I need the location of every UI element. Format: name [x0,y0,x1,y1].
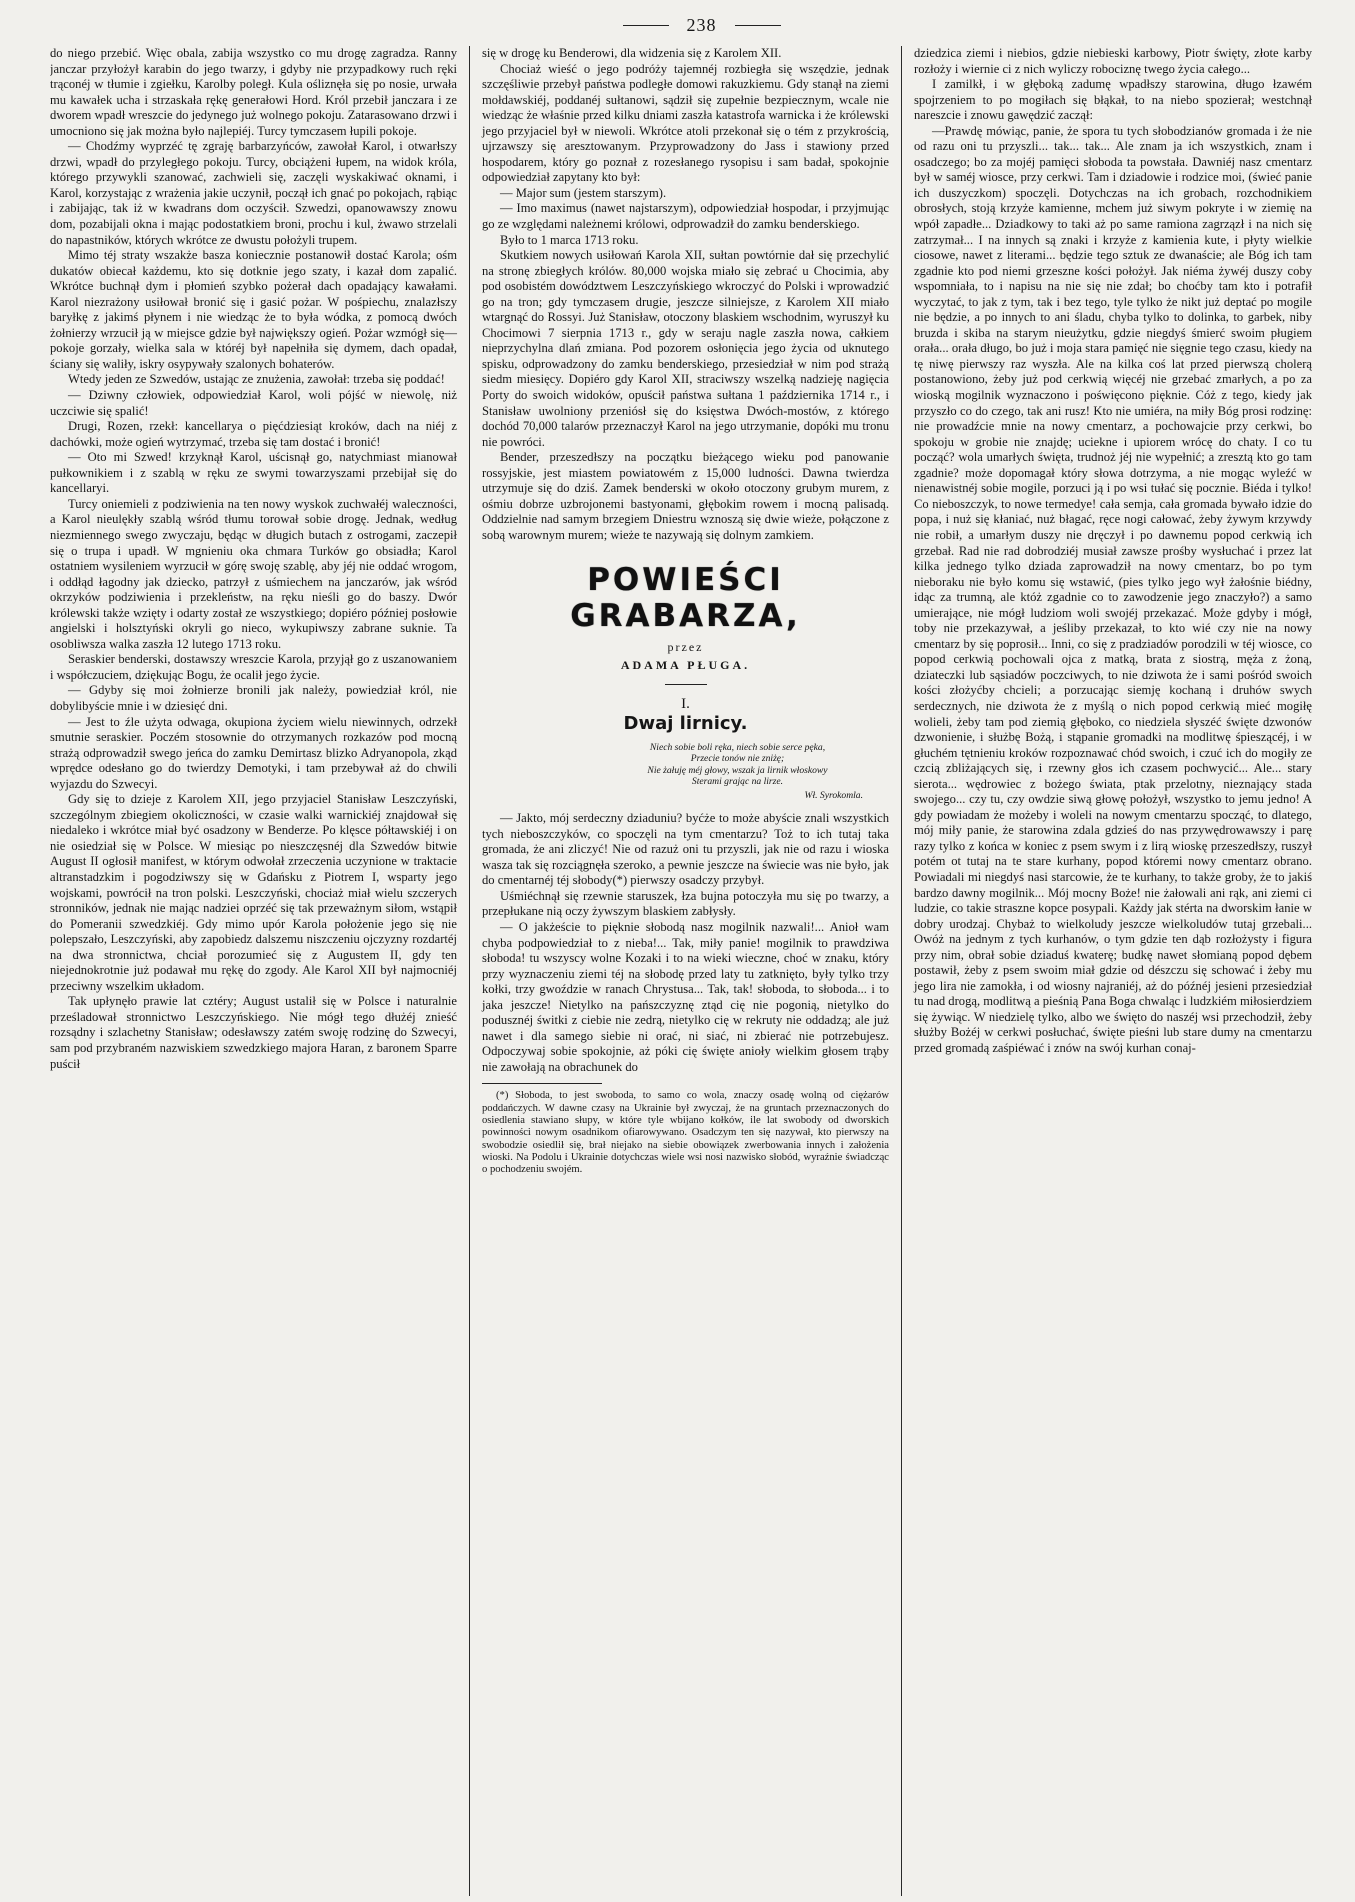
paragraph: Mimo téj straty wszakże basza koniecznie postanowił dostać Karola; ośm dukatów obiecał każdemu, kto się dotknie jego szaty, i kazał dom zapalić. Wkrótce buchnął dym i płomień szybko pożerał dach opadający kawałami. Karol niezrażony usiłował bronić się i gasić pożar. W pośpiechu, znalazłszy baryłkę z jakimś płynem i nie wiedząc że to była wódka, z pomocą dwóch żołnierzy wrzucił ją w miejsce gdzie był największy ogień. Pożar wzmógł się—pokoje gorzały, wielka sala w któréj był napełniła się dymem, dach opadał, ściany się waliły, iskry osypywały szalonych bohaterów. [50,248,457,371]
page-header [70,12,1333,38]
paragraph: Seraskier benderski, dostawszy wreszcie Karola, przyjął go z uszanowaniem i współczuciem, dziękując Bogu, że ocalił jego życie. [50,652,457,682]
paragraph: — Gdyby się moi żołnierze bronili jak należy, powiedział król, nie dobylibyście mnie i w dziesięć dni. [50,683,457,713]
paragraph: — Jest to źle użyta odwaga, okupiona życiem wielu niewinnych, odrzekł smutnie seraskier. Poczém stosownie do otrzymanych rozkazów pod mocną strażą odprowadził swego jeńca do zamku Demirtasz blizko Adryanopola, zkąd wprędce odesłano go do twierdzy Demotyki, i tam przebywał aż do chwili wyjazdu do Szwecyi. [50,714,457,791]
paragraph: Chociaż wieść o jego podróży tajemnéj rozbiegła się wszędzie, jednak szczęśliwie przebył państwa podległe domowi rakuzkiemu. Gdy stanął na ziemi mołdawskiéj, poddanéj sułtanowi, sądził się zupełnie bezpiecznym, wcale nie wiedząc że właśnie przed kilku dniami zaszła katastrofa warnicka i że królewski jego przyjaciel był w niewoli. Wkrótce atoli przekonał się o tém z przykrością, ujrzawszy się aresztowanym. Przyprowadzony do Jass i stawiony przed hospodarem, który go poznał z rozesłanego rysopisu i sam badał, spokojnie odpowiedział zapytany kto był: [482,61,889,185]
section-divider [665,684,707,685]
paragraph: się w drogę ku Benderowi, dla widzenia się z Karolem XII. [482,46,782,60]
paragraph: Drugi, Rozen, rzekł: kancellarya o pięćdziesiąt kroków, dach na niéj z dachówki, może ogień wytrzymać, trzeba się tam dostać i bronić! [50,419,457,449]
chapter-number: I. [681,695,690,712]
paragraph: — Major sum (jestem starszym). [500,185,667,200]
paragraph: — Oto mi Szwed! krzyknął Karol, uścisnął go, natychmiast mianował pułkownikiem i z szablą w ręku ze swymi towarzyszami przebijał się do kancellaryi. [50,450,457,496]
epigraph-author: Wł. Syrokomla. [804,789,863,801]
paragraph: Było to 1 marca 1713 roku. [500,232,639,247]
footnote-text: (*) Słoboda, to jest swoboda, to samo co wola, znaczy osadę wolną od ciężarów poddańczych. W dawne czasy na Ukrainie był zwyczaj, że na gruntach przeznaczonych do osiedlenia stawiano słupy, w które tyle wbijano kołków, ile lat swobody od dworskich powinności nowym osadnikom ofiarowywano. Osadczym ten się nazywał, kto pierwszy na swobodzie osiedlił się, brał niejako na siebie obowiązek zwerbowania innych i założenia wioski. Na Podolu i Ukrainie dotychczas wiele wsi nosi nazwisko słobód, wyraźnie świadcząc o pochodzeniu swojém. [482,1090,889,1176]
paragraph: — Jakto, mój serdeczny dziaduniu? byćże to może abyście znali wszystkich tych nieboszczyków, co spoczęli na tym cmentarzu? Toż to ich tutaj taka gromada, że ani zliczyć! Nie od razuż oni tu przyszli, jak nie od razu i wioska wasza tak się rozciągnęła szeroko, a pewnie jeszcze na świecie was nie było, jak do cmentarnéj téj słobody(*) pierwszy osadczy przybył. [482,811,889,888]
column-3 [902,46,1312,1896]
epigraph-line: Niech sobie boli ręka, niech sobie serce pęka, [649,741,826,753]
paragraph: — Dziwny człowiek, odpowiedział Karol, woli pójść w niewolę, niż uczciwie się spalić! [50,388,457,418]
epigraph-line: Sterami grając na lirze. [691,776,784,788]
text-columns [50,46,1333,1896]
paragraph: Tak upłynęło prawie lat cztéry; August ustalił się w Polsce i naturalnie prześladował stronnictwo Leszczyńskiego. Nie mógł tego dłużéj znieść rozsądny i szlachetny Stanisław; odesławszy zatém swoję rodzinę do Szwecyi, sam pod przybraném nazwiskiem szwedzkiego majora Haran, z baronem Sparre puścił [50,994,457,1071]
footnote-divider [482,1083,602,1084]
paragraph: Turcy oniemieli z podziwienia na ten nowy wyskok zuchwałéj waleczności, a Karol nieulękły szablą wśród tłumu torował sobie drogę. Jednak, według niezmiennego swego zwyczaju, będąc w długich butach z ostrogami, zaczepił się o trupa i upadł. W mgnieniu oka chmara Turków go obsiadła; Karol ostatniem wysileniem wyrzucił w górę swoję szablę, aby jéj nie oddać wrogom, i oddłąd łagodny jak dziecko, patrzył z uśmiechem na janczarów, jak wśród okrzyków podziwienia i przekleństw, na ręku nieśli go do baszy. Dwór królewski także wzięty i odarty został ze wszystkiego; dopiéro później posłowie angielski i holsztyński okryli go nieco, wykupiwszy zabrane suknie. Ta osobliwsza walka zaszła 12 lutego 1713 roku. [50,496,457,651]
epigraph-line: Nie żałuję méj głowy, wszak ja lirnik włoskowy [647,764,828,776]
paragraph: Gdy się to dzieje z Karolem XII, jego przyjaciel Stanisław Leszczyński, szczególnym zbiegiem okoliczności, w czasie walki warnickiéj znajdował się niedaleko i wkrótce miał być osadzony w Benderze. Po klęsce półtawskiéj i on nie osiedział się w Polsce. W miesiąc po nieszczęsnéj dla Szwedów bitwie August II ogłosił manifest, w którym odwołał zrzeczenia uczynione w traktacie altranstadzkim i pogodziwszy się w Gdańsku z Piotrem I, wsparty jego wojskami, powrócił na tron polski. Leszczyński, chociaż miał wielu szczerych stronników, jednak nie mając nadziei oprzéć się tak przeważnym siłom, wstąpił do Pomeranii szwedzkiéj. Gdy mimo upór Karola położenie jego się nie polepszało, Leszczyński, aby zapobiedz dalszemu niszczeniu ojczyzny rozdartéj na dwa stronnictwa, chciał porozumieć się z Augustem II, gdy ten niejednokrotnie już podawał mu rękę do zgody. Ale Karol XII był najmocniéj przeciwny wszelkim układom. [50,792,457,993]
section-header [482,561,889,735]
paragraph: dziedzica ziemi i niebios, gdzie niebieski karbowy, Piotr święty, złote karby rozłoży i wiernie ci z nich wyliczy robociznę twego życia całego... [914,46,1312,76]
paragraph: Wtedy jeden ze Szwedów, ustając ze znużenia, zawołał: trzeba się poddać! [68,372,445,387]
epigraph-line: Przecie tonów nie zniżę; [690,753,785,765]
paragraph: — O jakżeście to pięknie słobodą nasz mogilnik nazwali!... Anioł wam chyba podpowiedział to z nieba!... Tak, miły panie! mogilnik to prawdziwa słoboda! tu wszyscy wolne Kozaki i to na wieki wieczne, choć w znaku, który przy wyznaczeniu ziemi téj na słobodę przed laty tu zatknięto, były tylko trzy kołki, trzy gwoździe w ranach Chrystusa... Tak, tak! słoboda, to słoboda... i to jaka jeszcze! Nietylko na pańszczyznę ztąd cię nie pogonią, nietylko do podusznéj świtki z ciebie nie zedrą, nietylko cię w rekruty nie oddadzą; ale już nawet i dla samego siebie ni orać, ni siać, ni zbierać nie potrzebujesz. Odpoczywaj sobie spokojnie, aż póki cię święte anioły wielkim głosem trąby nie zawołają na obrachunek do [482,920,889,1074]
paragraph: — Imo maximus (nawet najstarszym), odpowiedział hospodar, i przyjmując go ze względami należnemi królowi, odprowadził do zamku benderskiego. [482,201,889,232]
paragraph: Uśmiéchnął się rzewnie staruszek, łza bujna potoczyła mu się po twarzy, a przepłukane nią oczy żywszym blaskiem zabłysły. [482,888,889,919]
paragraph: —Prawdę mówiąc, panie, że spora tu tych słobodzianów gromada i że nie od razu oni tu przyszli... tak... tak... Ale znam ja ich wszystkich, znam i osadczego; bo za mojéj pamięci słoboda ta powstała. Dawniéj nasz cmentarz był w saméj wiosce, przy cerkwi. Tam i dziadowie i rodzice moi, (świeć panie ich duszyczkom) spoczęli. Dotychczas na ich grobach, rozchodnikiem obrosłych, stoją krzyże kamienne, mchem już siwym pokryte i w ziemię na wpół zapadłe... Dziadkowy to taki aż po same ramiona zagrzązł i na nich się zatrzymał... I na innych są znaki i krzyże z kamienia kute, i płyty wielkie ciosowe, nawet z literami... będzie tego sztuk ze dwanaście; ale Bóg ich tam zgadnie kto pod niemi grzeszne kości położył. Jak niéma żywéj duszy coby wspomniała, to i napisu na nie się nie zdał; bo choćby tam kto i potrafił wyczytać, to jak z tym, tak i bez tego, tyle tylko że nikt już deptać po mogile nie będzie, a po innych to ani śladu, chyba tylko to dolinka, to garbek, niby bruzda i skiba na starym nieużytku, gdzie niegdyś śmierć swoim pługiem orała... orała długo, bo już i moja stara pamięć nie sięgnie tego czasu, kiedy na tę niwę pierwszy raz wyszła. Ale na kilka coś lat przed pierwszą cholerą postanowiono, żeby już pod cerkwią więcéj nie grzebać zmarłych, a po za wioską mogilnik wyznaczono i poświęcono pięknie. Cóż z tego, kiedy jak przyszło co do czego, tak ani rusz! Kto nie umiéra, na miły Bóg prosi rodzinę: nie prowadźcie mnie na nowy cmentarz, a pochowajcie przy cerkwi, bo spokoju w grobie nie znajdę; uciekne i upiorem wrócę do chaty. I co tu począć? wola umarłych święta, trudnoż jéj nie wypełnić; a zresztą kto go tam zgadnie? może dopomagał który słowa dotrzyma, a nie mogąc wyleźć w nienawistnéj sobie mogile, porzuci ją i po wsi tułać się pocznie. Biéda i tylko! Co nieboszczyk, to nowe termedye! cała semja, cała gromada bywało idzie do popa, i nuż się kłaniać, nuż błagać, ręce nogi całować, żeby żywym krzywdy nie robił, a umarłym duszy nie dręczył i po dawnemu popod cerkwią ich grzebał. Rad nie rad dobrodziéj musiał zawsze prośby wysłuchać i przez lat kilka jednego tylko dziada zaprowadził na nowy cmentarz, bo po tym nieboraku nie było komu się wstawić, (pies tylko jego wył żałośnie biédny, idąc za trumną, ale któż zgadnie co to zawodzenie jego znaczyło?) a samo umierające, nie mógł ludziom woli swojéj przekazać. Może gdyby i mógł, toby nie przekazywał, a jeśliby przekazał, to kto wié czy nie na nowy cmentarz by się poprosił... Inni, co się z pradziadów porodzili w téj wiosce, co popod cerkwią pochowali ojca z matką, brata z siostrą, męża z żoną, dziateczki lub sąsiadów poczciwych, to nie dziwota że i sami pośród swoich kości złożyćby chcieli; a porzucając siemję kochaną i druhów swych serdecznych, nie dziwota że z myślą o nich popod cerkwią mieć mogiłę wolieli, żeby tam pod ziemią głęboko, co niedziela słyszéć święte dzwonów dzwonienie, i służbę Bożą, i stąpanie gromadki na modlitwę śpieszącéj, i w głuchém tętnieniu kroków rozpoznawać chód swoich, i czuć ich do mogiły ze czcią zbliżających się, i rzewny głos ich czasem pochwycić... Ale... stary sierota... wędrowiec z bożego świata, ptak przelotny, nieznający stada swojego... czy tu, czy owdzie siwą głowę położył, wszystko to jemu jedno! A gdy powiadam że możeby i woleli na nowym cmentarzu spocząć, to dlatego, mój miły panie, że starowina zdala gdzieś do nas przywędrowawszy i parę razy tylko z końca w koniec z psem swym i z lirą wioskę przeszedłszy, ruszył potém ot tutaj na te stare kurhany, popod któremi nowy cmentarz obrano. Powiadali mi niegdyś nasi starcowie, że te kurhany, to także groby, że to jakiś bardzo dawny mogilnik... Mój mocny Boże! nie żałowali ani rąk, ani ziemi ci ludzie, co takie straszne kopce posypali. Każdy jak stérta na dworskim łanie w dobry urodzaj. Chybaż to wielkoludy jeszcze wielkoludów tutaj grzebali... Owóż na jednym z tych kurhanów, o tym gdzie ten dąb rozłożysty i figura przy nim, obrał sobie dziaduś kwaterę; budkę nawet słomianą popod dębem postawił, żeby z psem swoim miał gdzie od dészczu się schować i żeby mu jego lira nie zamokła, i od wiosny najraniéj, aż do późnéj jesieni przesiedział tu nad drogą, modlitwą a pieśnią Pana Boga chwaląc i ludzkiém miłosierdziem się żywiąc. W niedzielę tylko, albo we święto do naszéj wsi przechodził, żeby służby Bożéj w cerkwi posłuchać, święte pieśni lub stare dumy na cmentarzu przed gromadą zaśpiéwać i znów na swój kurhan conaj- [914,123,1312,1055]
paragraph: — Chodźmy wyprzéć tę zgraję barbarzyńców, zawołał Karol, i otwarłszy drzwi, wpadł do przyległego pokoju. Turcy, obciążeni łupem, na widok króla, którego przywykli szanować, zachwieli się, zaczęli wyskakiwać oknami, i Karol, korzystając z wrażenia jakie uczynił, począł ich gnać po pokojach, rąbiąc i zabijając, tak iż w kwadrans dom oczyścił. Szwedzi, opanowawszy znowu dom, pozabijali okna i mając podostatkiem broni, prochu i kul, żwawo strzelali do napastników, których wkrótce ze dwustu położyli trupem. [50,139,457,247]
paragraph: do niego przebić. Więc obala, zabija wszystko co mu drogę zagradza. Ranny janczar przyłożył karabin do jego twarzy, i gdyby nie przypadkowy ruch ręki trąconéj w tłumie i zgiełku, Karolby poległ. Kula ośliznęła się po nosie, urwała mu kawałek ucha i strzaskała rękę generałowi Hord. Król przebił janczara i ze dworem wpadł wreszcie do jedynego już wolnego pokoju. Zatarasowano drzwi i umocniono się jak można było najlepiéj. Turcy tymczasem łupili pokoje. [50,46,457,138]
section-title: POWIEŚCI GRABARZA, [570,561,801,634]
column-1 [50,46,470,1896]
section-author: ADAMA PŁUGA. [620,658,751,673]
paragraph: I zamilkł, i w głęboką zadumę wpadłszy starowina, długo łzawém spojrzeniem to po mogiłach się błąkał, to na niebo spozierał; westchnął nareszcie i znowu gawędzić zaczął: [914,77,1312,123]
header-rule-right [735,25,781,26]
paragraph: Skutkiem nowych usiłowań Karola XII, sułtan powtórnie dał się przechylić na stronę zbiegłych królów. 80,000 wojska miało się zebrać u Chocimia, aby pod osobistém dowództwem Leszczyńskiego wkroczyć do Polski i wprowadzić go na tron; gdy tymczasem drugie, jeszcze silniejsze, z Karolem XII miało wtargnąć do Rossyi. Już Stanisław, otoczony blaskiem wschodnim, wyruszył ku Chocimowi 7 sierpnia 1713 r., gdy w seraju nagle zaszła nowa, całkiem nieprzychylna dlań zmiana. Pod pozorem osłonięcia jego życia od uknutego spisku, odprowadzony do zamku benderskiego, przesiedział w nim pod strażą siedm miesięcy. Dopiéro gdy Karol XII, straciwszy wszelką nadzieję nagięcia Porty do swoich widoków, opuścił państwa sułtana 1 października 1714 r., i Stanisław uwolniony przeniósł się do księstwa Dwóch-mostów, z którego dochód 70,000 talarów przeznaczył Karol na jego utrzymanie, dopóki mu tronu nie powróci. [482,248,889,449]
epigraph [592,742,883,802]
column-2 [470,46,902,1896]
page-number: 238 [686,14,717,35]
section-by: przez [667,639,704,654]
chapter-title: Dwaj lirnicy. [623,713,748,735]
footnote [482,1090,889,1176]
header-rule-left [623,25,669,26]
paragraph: Bender, przeszedłszy na początku bieżącego wieku pod panowanie rossyjskie, jest miastem powiatowém z 15,000 ludności. Dawna twierdza utrzymuje się do dziś. Zamek benderski w około otoczony grubym murem, z ośmiu dobrze uzbrojonemi bastyonami, głębokim rowem i mocną palisadą. Oddzielnie nad samym brzegiem Dniestru wznoszą się dwie wieże, połączone z sobą warownym murem; wieże te nazywają się dolnym zamkiem. [482,450,889,542]
